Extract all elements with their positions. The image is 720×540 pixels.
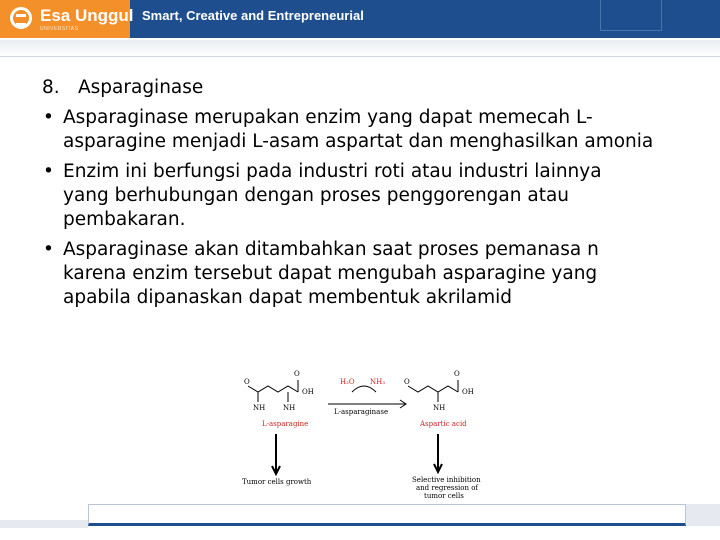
bullet-line: Enzim ini berfungsi pada industri roti atau industri lainnya xyxy=(63,161,602,182)
footer-frame xyxy=(88,504,686,526)
inhibition-caption-2: and regression of xyxy=(416,484,479,492)
slide-content xyxy=(42,76,692,316)
enzyme-label: L-asparaginase xyxy=(334,408,389,416)
aspartate-nh2-label: NH xyxy=(433,404,446,412)
footer-left-band xyxy=(0,520,88,528)
university-logo-icon xyxy=(10,7,32,29)
tagline: Smart, Creative and Entrepreneurial xyxy=(142,8,364,23)
amide-nh2-label: NH xyxy=(253,404,266,412)
water-label: H₂O xyxy=(340,378,355,386)
aspartate-hydroxyl-label: OH xyxy=(462,388,474,396)
header-banner xyxy=(0,0,720,38)
growth-caption: Tumor cells growth xyxy=(242,478,312,486)
inhibition-caption-3: tumor cells xyxy=(424,492,464,500)
side-reaction-arc xyxy=(352,386,376,392)
aspartate-skeleton xyxy=(408,386,458,392)
heading-number: 8. xyxy=(42,77,60,98)
bullet-line: yang berhubungan dengan proses penggorengan atau xyxy=(63,185,570,206)
bullet-line: apabila dipanaskan dapat membentuk akrilamid xyxy=(63,287,512,308)
brand-name: Esa Unggul xyxy=(40,6,134,25)
bullet-line: karena enzim tersebut dapat mengubah asparagine yang xyxy=(63,263,598,284)
asparagine-caption: L-asparagine xyxy=(262,420,309,428)
amide-oxygen-label: O xyxy=(244,378,250,386)
bullet-item xyxy=(42,238,692,310)
logo-panel xyxy=(0,0,134,38)
aspartate-oxygen-label: O xyxy=(404,378,410,386)
aspartate-carbonyl-oxygen-label: O xyxy=(454,370,460,378)
bullet-line: asparagine menjadi L-asam aspartat dan menghasilkan amonia xyxy=(63,131,654,152)
frame-divider xyxy=(0,56,720,57)
footer-right-band xyxy=(686,504,720,526)
bullet-line: pembakaran. xyxy=(63,209,186,230)
asparagine-skeleton xyxy=(248,386,298,392)
bullet-list xyxy=(42,106,692,310)
heading-text: Asparaginase xyxy=(78,77,204,98)
aspartate-caption: Aspartic acid xyxy=(420,420,467,428)
amine-nh2-label: NH xyxy=(283,404,296,412)
reaction-diagram xyxy=(236,362,486,502)
bullet-line: Asparaginase akan ditambahkan saat proses pemanasa n xyxy=(63,239,599,260)
bullet-item xyxy=(42,106,692,154)
reaction-figure xyxy=(236,362,486,502)
hydroxyl-label: OH xyxy=(302,388,314,396)
ammonia-label: NH₃ xyxy=(370,378,386,386)
bullet-item xyxy=(42,160,692,232)
header-decor-box xyxy=(600,0,662,31)
bullet-line: Asparaginase merupakan enzim yang dapat memecah L- xyxy=(63,107,593,128)
slide-heading xyxy=(42,76,692,100)
carbonyl-oxygen-label: O xyxy=(294,370,300,378)
brand-subtitle: UNIVERSITAS xyxy=(40,26,79,32)
inhibition-caption-1: Selective inhibition xyxy=(412,476,481,484)
